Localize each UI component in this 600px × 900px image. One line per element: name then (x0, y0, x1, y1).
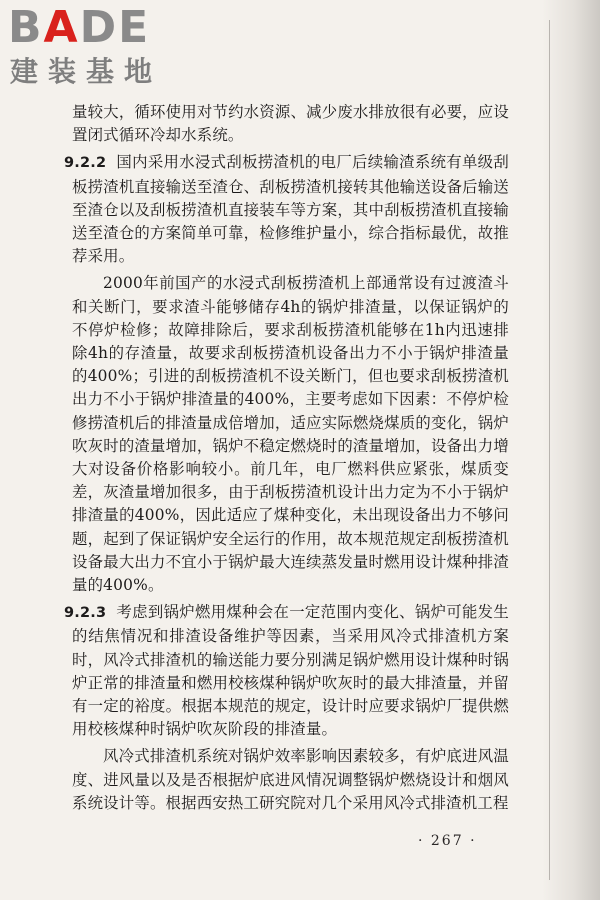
logo (8, 4, 178, 94)
logo-letter-a: A (43, 2, 80, 53)
paragraph-text: 量较大，循环使用对节约水资源、减少废水排放很有必要，应设置闭式循环冷却水系统。 (72, 103, 509, 145)
paragraph-text: 考虑到锅炉燃用煤种会在一定范围内变化、锅炉可能发生的结焦情况和排渣设备维护等因素，当采用风冷式排渣机方案时，风冷式排渣机的输送能力要分别满足锅炉燃用设计煤种时锅炉正常的排渣量和燃用校核煤种锅炉吹灰时的最大排渣量，并留有一定的裕度。根据本规范的规定，设计时应要求锅炉厂提供燃用校核煤种时锅炉吹灰阶段的排渣量。 (72, 603, 509, 739)
paragraph (72, 745, 509, 815)
logo-letters-de: DE (79, 2, 151, 53)
logo-letter-b: B (8, 2, 44, 53)
paragraph (72, 101, 509, 147)
section-number: 9.2.3 (64, 605, 107, 622)
logo-subtitle: 建装基地 (10, 55, 163, 88)
section-number: 9.2.2 (64, 155, 107, 172)
page-number: · 267 · (418, 833, 477, 849)
logo-wordmark (8, 4, 150, 52)
paragraph (64, 601, 509, 741)
paragraph (64, 151, 509, 268)
paragraph-text: 国内采用水浸式刮板捞渣机的电厂后续输渣系统有单级刮板捞渣机直接输送至渣仓、刮板捞渣机接转其他输送设备后输送至渣仓以及刮板捞渣机直接装车等方案，其中刮板捞渣机直接输送至渣仓的方案简单可靠，检修维护量小，综合指标最优，故推荐采用。 (72, 153, 509, 266)
paragraph (72, 272, 509, 597)
paragraph-text: 2000年前国产的水浸式刮板捞渣机上部通常设有过渡渣斗和关断门，要求渣斗能够储存4h的锅炉排渣量，以保证锅炉的不停炉检修；故障排除后，要求刮板捞渣机能够在1h内迅速排除4h的存渣量，故要求刮板捞渣机设备出力不小于锅炉排渣量的400%；引进的刮板捞渣机不设关断门，但也要求刮板捞渣机出力不小于锅炉排渣量的400%，主要考虑如下因素：不停炉检修捞渣机后的排渣量成倍增加，适应实际燃烧煤质的变化，锅炉吹灰时的渣量增加，锅炉不稳定燃烧时的渣量增加，设备出力增大对设备价格影响较小。前几年，电厂燃料供应紧张，煤质变差，灰渣量增加很多，由于刮板捞渣机设计出力定为不小于锅炉排渣量的400%，因此适应了煤种变化，未出现设备出力不够问题，起到了保证锅炉安全运行的作用，故本规范规定刮板捞渣机设备最大出力不宜小于锅炉最大连续蒸发量时燃用设计煤种排渣量的400%。 (72, 274, 509, 595)
paragraph-text: 风冷式排渣机系统对锅炉效率影响因素较多，有炉底进风温度、进风量以及是否根据炉底进风情况调整锅炉燃烧设计和烟风系统设计等。根据西安热工研究院对几个采用风冷式排渣机工程 (72, 747, 509, 812)
page-edge-shadow (542, 0, 600, 900)
document-body (64, 101, 509, 819)
page-fold-line (549, 20, 550, 880)
